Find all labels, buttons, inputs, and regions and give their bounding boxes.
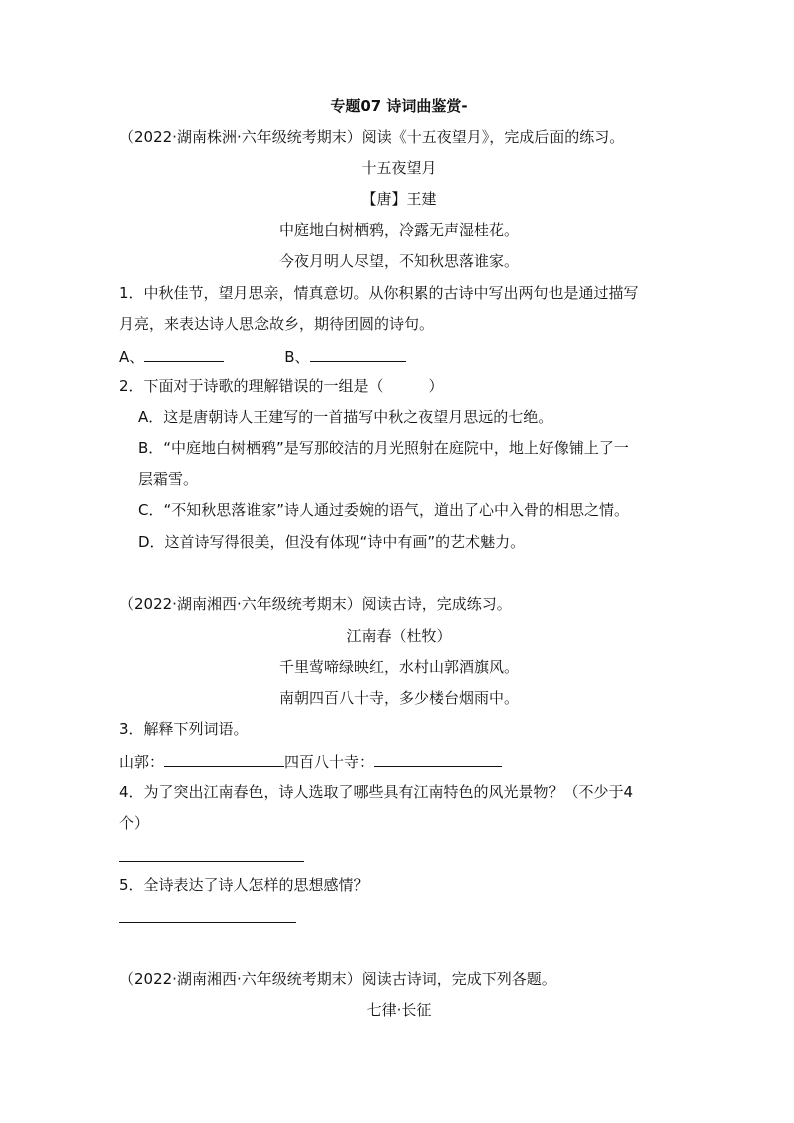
poem3-title: 七律·长征 [366, 1001, 432, 1019]
poem1-line-2: 今夜月明人尽望，不知秋思落谁家。 [278, 252, 519, 270]
q3-stem: 3．解释下列词语。 [119, 720, 249, 738]
section3-intro: （2022·湖南湘西·六年级统考期末）阅读古诗词，完成下列各题。 [119, 970, 557, 988]
section2-intro: （2022·湖南湘西·六年级统考期末）阅读古诗，完成练习。 [119, 595, 512, 613]
poem1-title: 十五夜望月 [361, 159, 437, 177]
q4-line-2: 个） [119, 814, 150, 832]
poem1-author: 【唐】王建 [361, 190, 437, 208]
q5-stem: 5．全诗表达了诗人怎样的思想感情？ [119, 876, 369, 894]
q1-label-a: A、 [119, 348, 145, 366]
q1-blank-b[interactable] [310, 345, 406, 362]
doc-title: 专题07 诗词曲鉴赏- [330, 97, 468, 115]
q3-term-2: 四百八十寺： [284, 753, 375, 771]
poem2-line-1: 千里莺啼绿映红，水村山郭酒旗风。 [278, 658, 519, 676]
q1-line-1: 1．中秋佳节，望月思亲，情真意切。从你积累的古诗中写出两句也是通过描写 [119, 284, 639, 302]
q3-blank-2[interactable] [374, 750, 502, 767]
q2-option-b-line-2: 层霜雪。 [138, 470, 199, 488]
q5-answer-line[interactable] [119, 922, 296, 923]
q3-blank-1[interactable] [164, 750, 284, 767]
q2-option-d: D．这首诗写得很美，但没有体现“诗中有画”的艺术魅力。 [138, 533, 526, 551]
q1-label-b: B、 [284, 348, 310, 366]
q2-stem: 2．下面对于诗歌的理解错误的一组是（ ） [119, 377, 444, 395]
q2-option-c: C．“不知秋思落谁家”诗人通过委婉的语气，道出了心中入骨的相思之情。 [138, 501, 630, 519]
poem2-line-2: 南朝四百八十寺，多少楼台烟雨中。 [278, 689, 519, 707]
q3-term-1: 山郭： [119, 753, 165, 771]
q4-line-1: 4．为了突出江南春色，诗人选取了哪些具有江南特色的风光景物？（不少于4 [119, 783, 634, 801]
q1-line-2: 月亮，来表达诗人思念故乡，期待团圆的诗句。 [119, 315, 435, 333]
poem1-line-1: 中庭地白树栖鸦，冷露无声湿桂花。 [278, 221, 519, 239]
q2-option-a: A．这是唐朝诗人王建写的一首描写中秋之夜望月思远的七绝。 [138, 408, 554, 426]
q3-terms [119, 750, 679, 772]
q2-option-b-line-1: B．“中庭地白树栖鸦”是写那皎洁的月光照射在庭院中，地上好像铺上了一 [138, 439, 629, 457]
q4-answer-line[interactable] [119, 861, 304, 862]
q1-blank-a[interactable] [144, 345, 224, 362]
q1-answers [119, 345, 679, 367]
poem2-title: 江南春（杜牧） [346, 627, 452, 645]
section1-intro: （2022·湖南株洲·六年级统考期末）阅读《十五夜望月》，完成后面的练习。 [119, 128, 625, 146]
